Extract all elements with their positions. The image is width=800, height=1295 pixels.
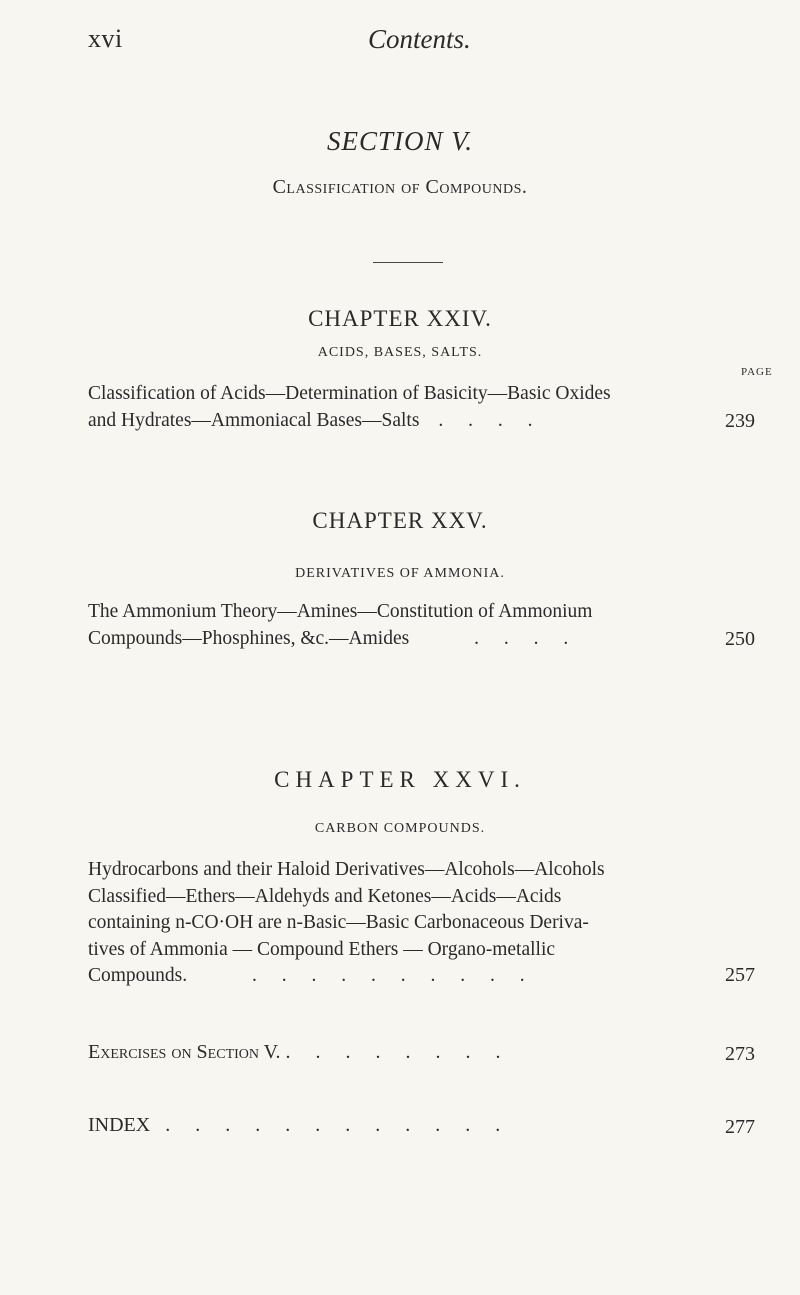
entry-line: containing n-CO·OH are n-Basic—Basic Carbonaceous Deriva- <box>88 912 589 934</box>
exercises-page-number: 273 <box>725 1043 755 1065</box>
running-head <box>0 20 800 60</box>
entry-line: Classification of Acids—Determination of Basicity—Basic Oxides <box>88 383 611 404</box>
chapter-24-page-number: 239 <box>725 410 755 432</box>
chapter-24-entry[interactable] <box>88 381 720 434</box>
index-entry[interactable]: INDEX . . . . . . . . . . . . <box>88 1114 511 1136</box>
page-folio: xvi <box>88 24 123 53</box>
chapter-26-subheading: CARBON COMPOUNDS. <box>314 821 486 836</box>
dot-leaders: . . . . . . . . . . . . <box>165 1114 511 1136</box>
entry-line: Compounds—Phosphines, &c.—Amides . . . . <box>88 627 579 649</box>
chapter-25-heading: CHAPTER XXV. <box>312 508 488 533</box>
chapter-26-page-number: 257 <box>725 964 755 986</box>
running-title: Contents. <box>368 24 471 54</box>
chapter-25-entry[interactable] <box>88 599 720 652</box>
entry-line: Compounds. . . . . . . . . . . <box>88 965 535 987</box>
entry-line: Classified—Ethers—Aldehyds and Ketones—Acids—Acids <box>88 885 562 907</box>
dot-leaders: . . . . . . . . <box>285 1041 511 1063</box>
chapter-25-subheading: DERIVATIVES OF AMMONIA. <box>295 566 505 581</box>
entry-line: and Hydrates—Ammoniacal Bases—Salts . . . . <box>88 409 543 431</box>
section-subtitle: Classification of Compounds. <box>272 176 528 198</box>
chapter-24-subheading: ACIDS, BASES, SALTS. <box>317 345 483 360</box>
chapter-26-entry[interactable] <box>88 857 720 990</box>
index-page-number: 277 <box>725 1116 755 1138</box>
entry-line: The Ammonium Theory—Amines—Constitution of Ammonium <box>88 601 593 622</box>
page-column-label: PAGE <box>741 366 773 378</box>
chapter-25-page-number: 250 <box>725 628 755 650</box>
exercises-entry[interactable]: Exercises on Section V. . . . . . . . . <box>88 1041 511 1063</box>
dot-leaders: . . . . <box>438 409 543 431</box>
dot-leaders: . . . . <box>474 627 579 649</box>
section-divider <box>373 262 443 263</box>
entry-line: tives of Ammonia — Compound Ethers — Organo-metallic <box>88 938 556 960</box>
dot-leaders: . . . . . . . . . . <box>252 965 535 987</box>
chapter-24-heading: CHAPTER XXIV. <box>308 306 492 331</box>
chapter-26-heading: CHAPTER XXVI. <box>274 767 526 792</box>
section-title: SECTION V. <box>326 126 474 156</box>
entry-line: Hydrocarbons and their Haloid Derivatives—Alcohols—Alcohols <box>88 859 605 880</box>
